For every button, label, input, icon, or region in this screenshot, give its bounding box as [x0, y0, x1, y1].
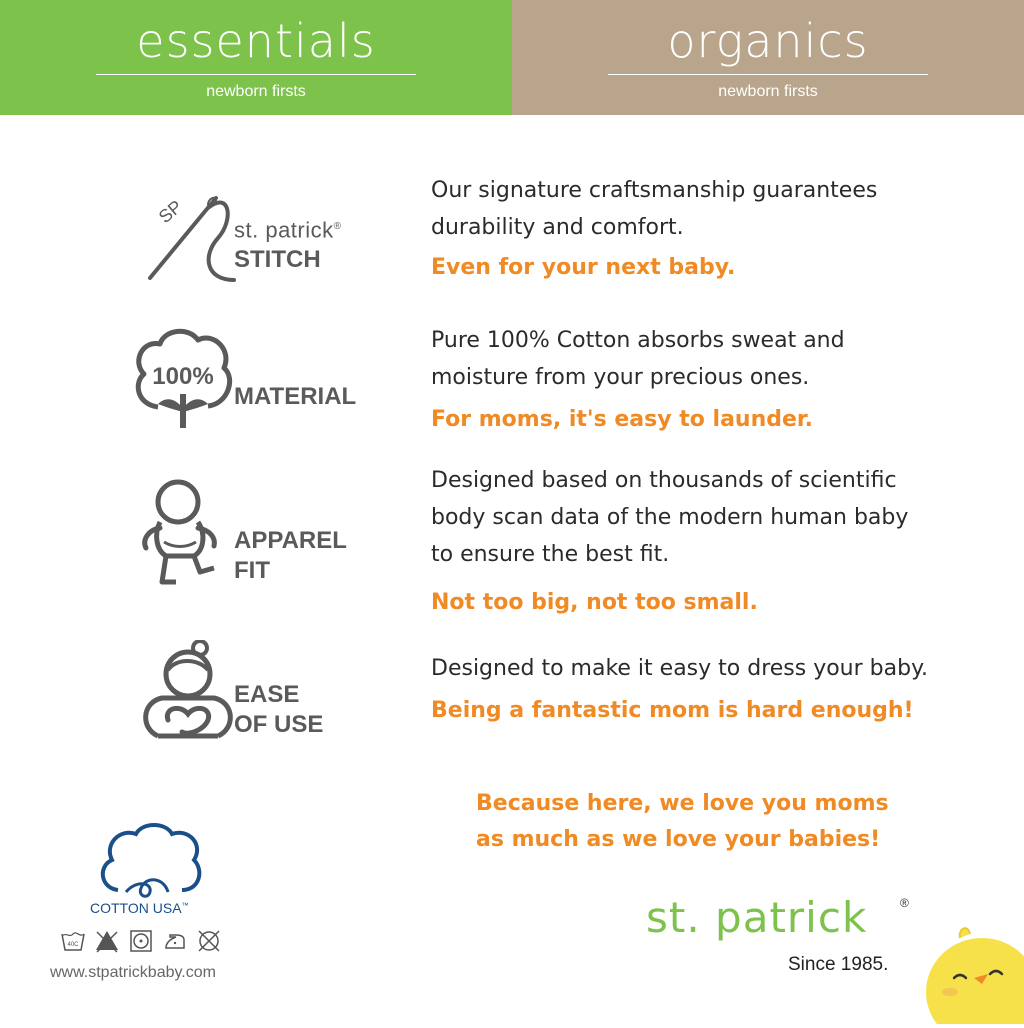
- tumble-dry-icon: [128, 928, 154, 954]
- brand-logo-text: st. patrick: [646, 893, 868, 942]
- ease-of-use-label: EASE OF USE: [234, 681, 324, 738]
- essentials-title: essentials: [136, 14, 376, 68]
- essentials-divider: [96, 74, 416, 75]
- website-url[interactable]: www.stpatrickbaby.com: [50, 964, 216, 981]
- no-dry-clean-icon: [196, 928, 222, 954]
- organics-subtitle: newborn firsts: [718, 83, 818, 100]
- material-tagline: For moms, it's easy to launder.: [431, 407, 813, 432]
- stitch-label: [234, 212, 404, 275]
- ease-of-use-description: Designed to make it easy to dress your baby.: [431, 656, 928, 681]
- no-bleach-icon: [94, 928, 120, 954]
- svg-text:40C: 40C: [67, 942, 79, 948]
- ease-of-use-tagline: Being a fantastic mom is hard enough!: [431, 698, 914, 723]
- stitch-tagline: Even for your next baby.: [431, 255, 736, 280]
- svg-text:SP: SP: [154, 196, 187, 228]
- care-instructions: [60, 928, 222, 956]
- essentials-banner: [0, 0, 512, 115]
- cotton-usa-logo: [96, 820, 206, 900]
- material-label: MATERIAL: [234, 383, 357, 410]
- organics-title: organics: [667, 14, 869, 68]
- essentials-subtitle: newborn firsts: [206, 83, 306, 100]
- iron-icon: [162, 928, 188, 954]
- yellow-chick-icon: [924, 920, 1024, 1024]
- apparel-fit-tagline: Not too big, not too small.: [431, 590, 758, 615]
- mother-holding-baby-icon: [132, 640, 242, 750]
- apparel-fit-label: APPAREL FIT: [234, 527, 347, 584]
- cotton-usa-text: COTTON USA™: [90, 900, 189, 916]
- stitch-description: Our signature craftsmanship guarantees durability and comfort.: [431, 178, 878, 240]
- organics-divider: [608, 74, 928, 75]
- apparel-fit-description: Designed based on thousands of scientific body scan data of the modern human baby to ensure the best fit.: [431, 468, 909, 567]
- brand-registered-mark: ®: [900, 896, 909, 910]
- baby-body-icon: [134, 478, 244, 588]
- closing-message: Because here, we love you moms as much as we love your babies!: [476, 791, 889, 852]
- needle-thread-icon: [138, 180, 238, 290]
- svg-text:100%: 100%: [152, 363, 214, 390]
- organics-banner: [512, 0, 1024, 115]
- material-description: Pure 100% Cotton absorbs sweat and moisture from your precious ones.: [431, 328, 845, 390]
- stitch-brand-line: st. patrick®: [234, 217, 342, 243]
- wash-40c-icon: [60, 928, 86, 954]
- stitch-label-text: STITCH: [234, 246, 321, 274]
- since-text: Since 1985.: [788, 954, 889, 975]
- cotton-100-icon: [128, 322, 238, 432]
